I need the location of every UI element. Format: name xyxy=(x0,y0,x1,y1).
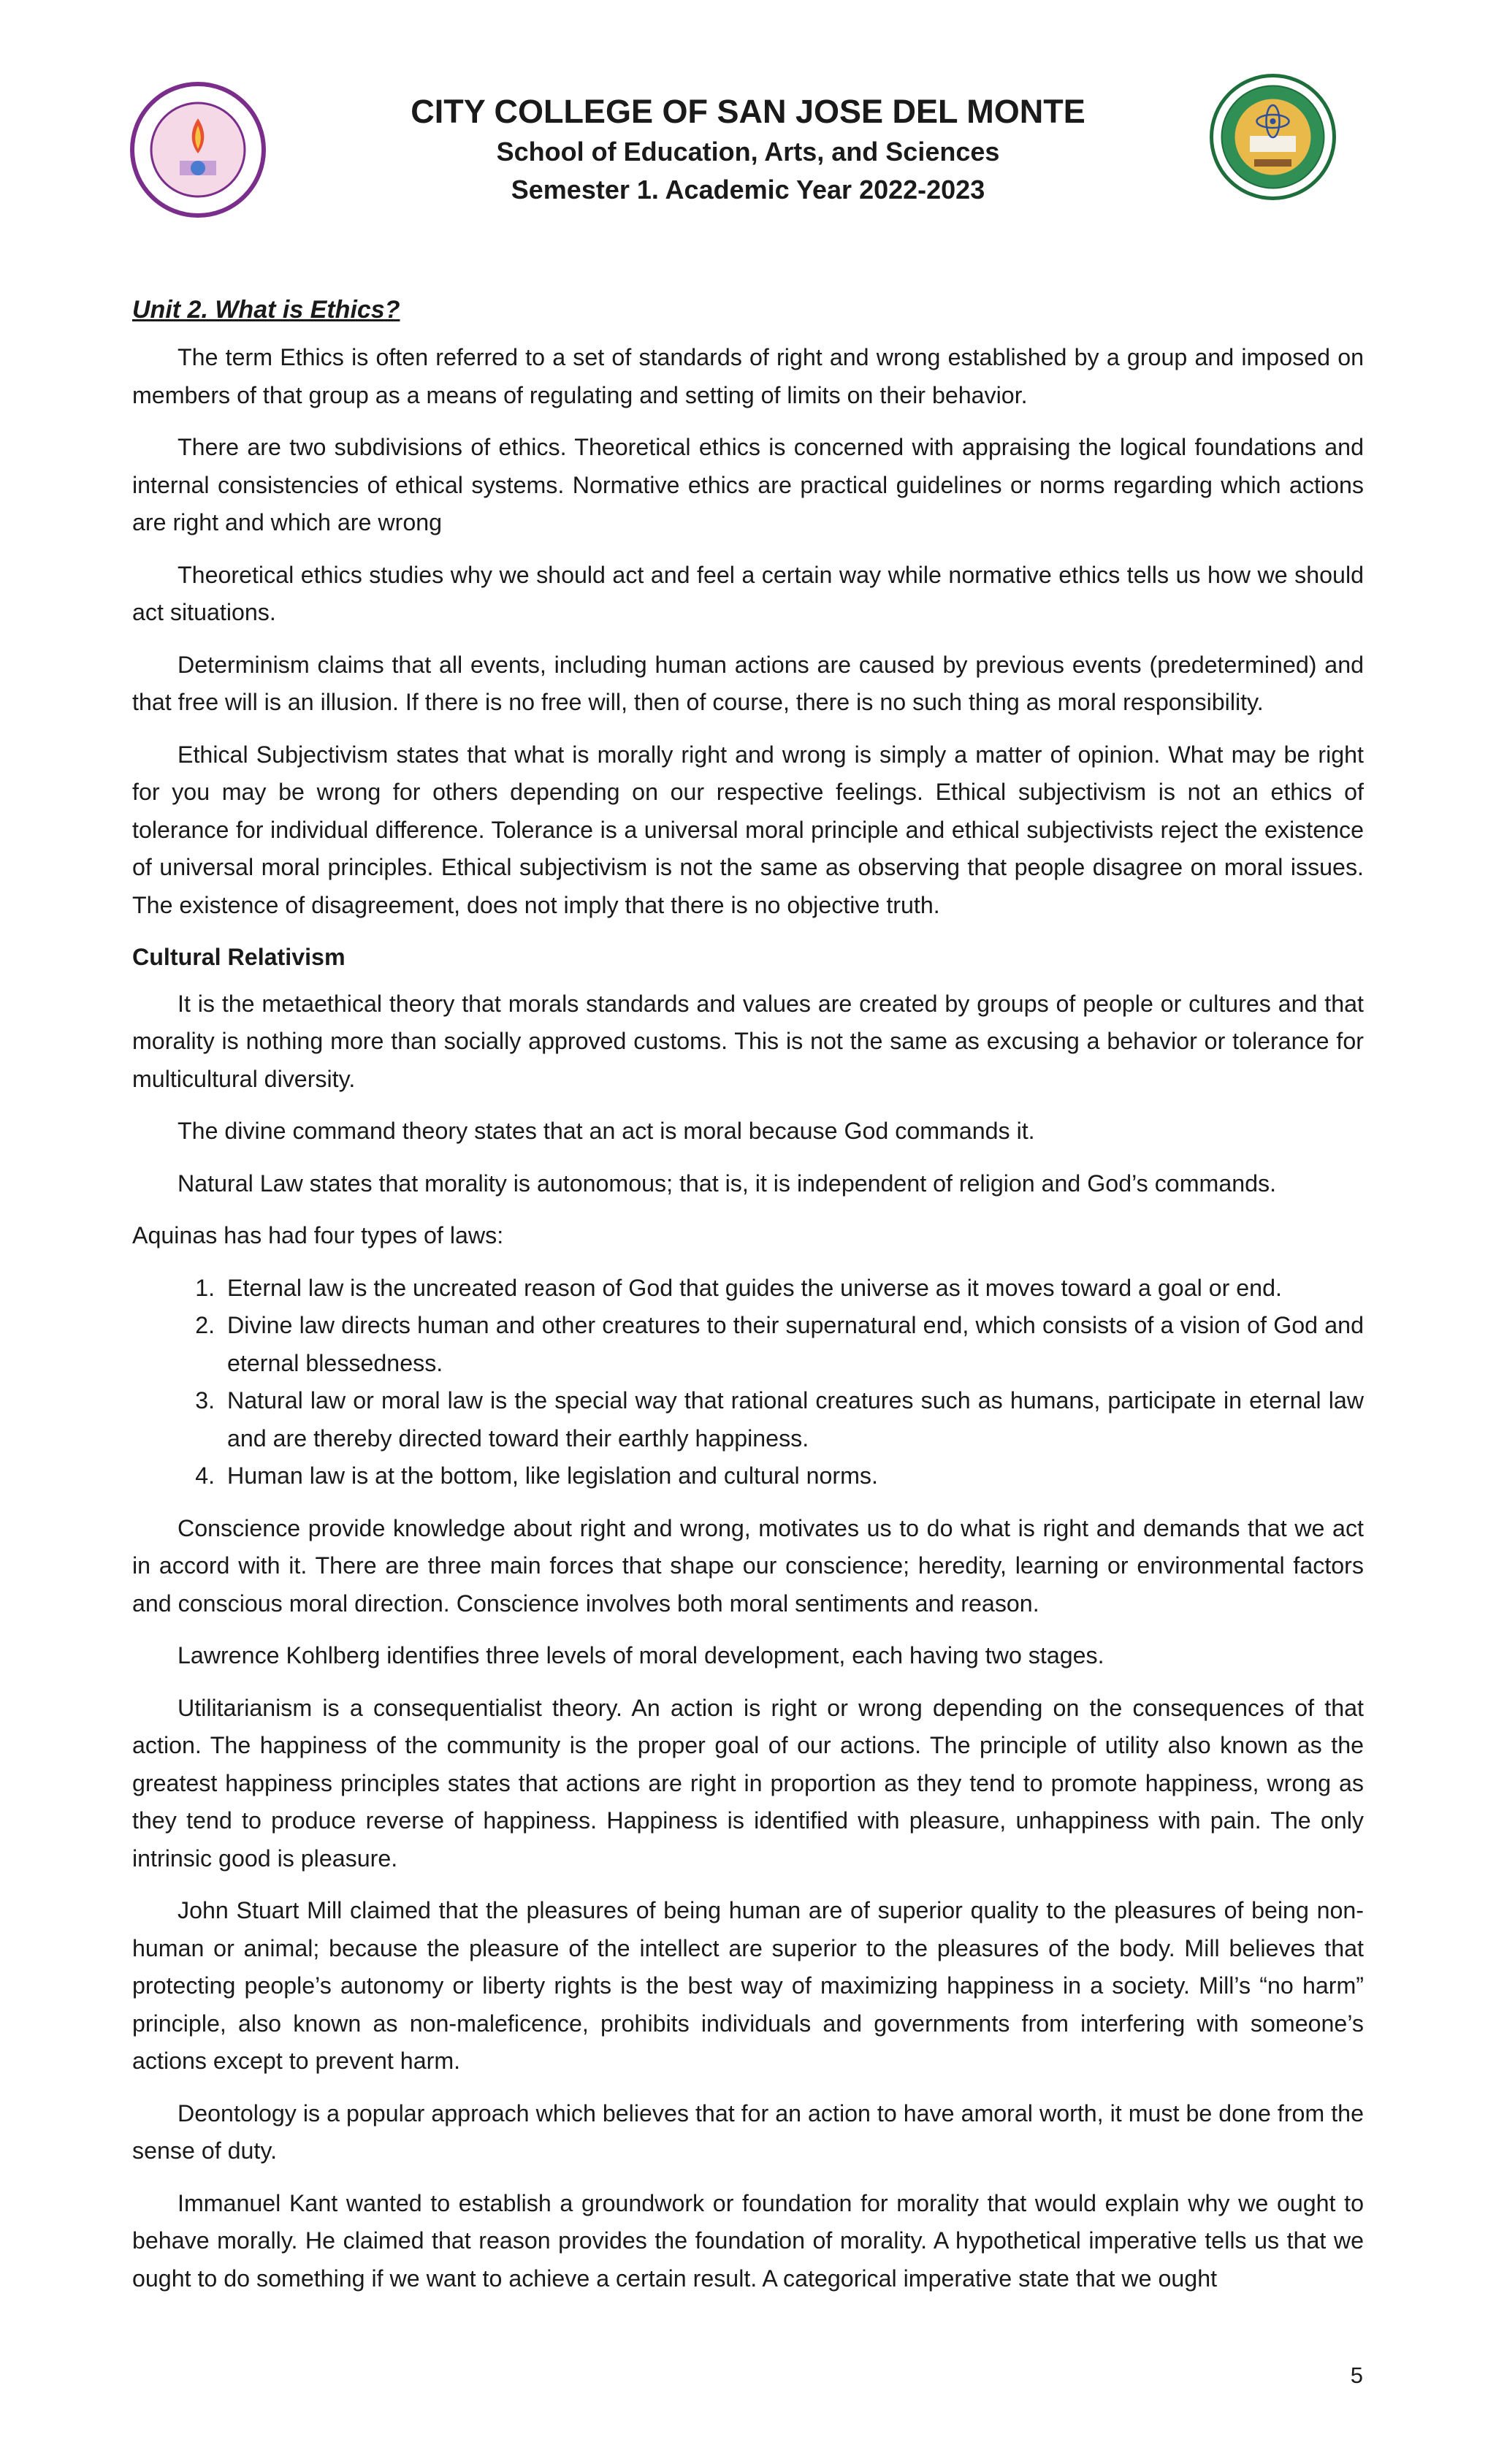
list-item: 4. Human law is at the bottom, like legislation and cultural norms. xyxy=(221,1457,1364,1495)
paragraph: Utilitarianism is a consequentialist theory. An action is right or wrong depending on the consequences of that action. The happiness of the community is the proper goal of our actions. The principle of utility also known as the greatest happiness principles states that actions are right in proportion as they tend to promote happiness, wrong as they tend to produce reverse of happiness. Happiness is identified with pleasure, unhappiness with pain. The only intrinsic good is pleasure. xyxy=(132,1694,1364,1872)
paragraph: Ethical Subjectivism states that what is morally right and wrong is simply a matter of opinion. What may be right for you may be wrong for others depending on our respective feelings. Ethical subjectivism is not an ethics of tolerance for individual difference. Tolerance is a universal moral principle and ethical subjectivists reject the existence of universal moral principles. Ethical subjectivism is not the same as observing that people disagree on moral issues. The existence of disagreement, does not imply that there is no objective truth. xyxy=(132,741,1364,918)
laws-intro: Aquinas has had four types of laws: xyxy=(132,1222,504,1248)
section-heading: Cultural Relativism xyxy=(132,944,346,970)
school-name: School of Education, Arts, and Sciences xyxy=(496,137,1000,167)
list-item: 3. Natural law or moral law is the special way that rational creatures such as humans, participate in eternal law and are thereby directed toward their earthly happiness. xyxy=(221,1382,1364,1457)
paragraph: There are two subdivisions of ethics. Theoretical ethics is concerned with appraising the logical foundations and internal consistencies of ethical systems. Normative ethics are practical guidelines or norms regarding which actions are right and which are wrong xyxy=(132,434,1364,535)
paragraph: Lawrence Kohlberg identifies three levels of moral development, each having two stages. xyxy=(178,1642,1104,1668)
list-item: 2. Divine law directs human and other creatures to their supernatural end, which consists of a vision of God and eternal blessedness. xyxy=(221,1307,1364,1382)
paragraph: Natural Law states that morality is autonomous; that is, it is independent of religion and God’s commands. xyxy=(178,1170,1277,1197)
paragraph: John Stuart Mill claimed that the pleasures of being human are of superior quality to the pleasures of being non-human or animal; because the pleasure of the intellect are superior to the pleasures of the body. Mill believes that protecting people’s autonomy or liberty rights is the best way of maximizing happiness in a society. Mill’s “no harm” principle, also known as non-maleficence, prohibits individuals and governments from interfering with someone’s actions except to prevent harm. xyxy=(132,1897,1364,2074)
college-name: CITY COLLEGE OF SAN JOSE DEL MONTE xyxy=(411,93,1085,130)
semester-label: Semester 1. Academic Year 2022-2023 xyxy=(511,175,985,205)
page-number: 5 xyxy=(1350,2362,1363,2388)
list-item: 1. Eternal law is the uncreated reason of God that guides the universe as it moves toward a goal or end. xyxy=(221,1270,1364,1308)
paragraph: Theoretical ethics studies why we should act and feel a certain way while normative ethics tells us how we should act situations. xyxy=(132,561,1364,625)
paragraph: Immanuel Kant wanted to establish a groundwork or foundation for morality that would explain why we ought to behave morally. He claimed that reason provides the foundation of morality. A hypothetical imperative tells us that we ought to do something if we want to achieve a certain result. A categorical imperative state that we ought xyxy=(132,2189,1364,2292)
unit-title: Unit 2. What is Ethics? xyxy=(132,296,400,324)
document-header xyxy=(0,91,1496,209)
document-body xyxy=(132,291,1364,2312)
paragraph: It is the metaethical theory that morals standards and values are created by groups of people or cultures and that morality is nothing more than socially approved customs. This is not the same as excusing a behavior or tolerance for multicultural diversity. xyxy=(132,990,1364,1092)
paragraph: Conscience provide knowledge about right and wrong, motivates us to do what is right and demands that we act in accord with it. There are three main forces that shape our conscience; heredity, learning or environmental factors and conscious moral direction. Conscience involves both moral sentiments and reason. xyxy=(132,1514,1364,1617)
paragraph: Deontology is a popular approach which believes that for an action to have amoral worth, it must be done from the sense of duty. xyxy=(132,2099,1364,2164)
paragraph: The divine command theory states that an act is moral because God commands it. xyxy=(178,1118,1035,1144)
paragraph: Determinism claims that all events, including human actions are caused by previous events (predetermined) and that free will is an illusion. If there is no free will, then of course, there is no such thing as moral responsibility. xyxy=(132,651,1364,715)
laws-list xyxy=(132,1270,1364,1495)
paragraph: The term Ethics is often referred to a set of standards of right and wrong established by a group and imposed on members of that group as a means of regulating and setting of limits on their behavior. xyxy=(132,344,1364,408)
